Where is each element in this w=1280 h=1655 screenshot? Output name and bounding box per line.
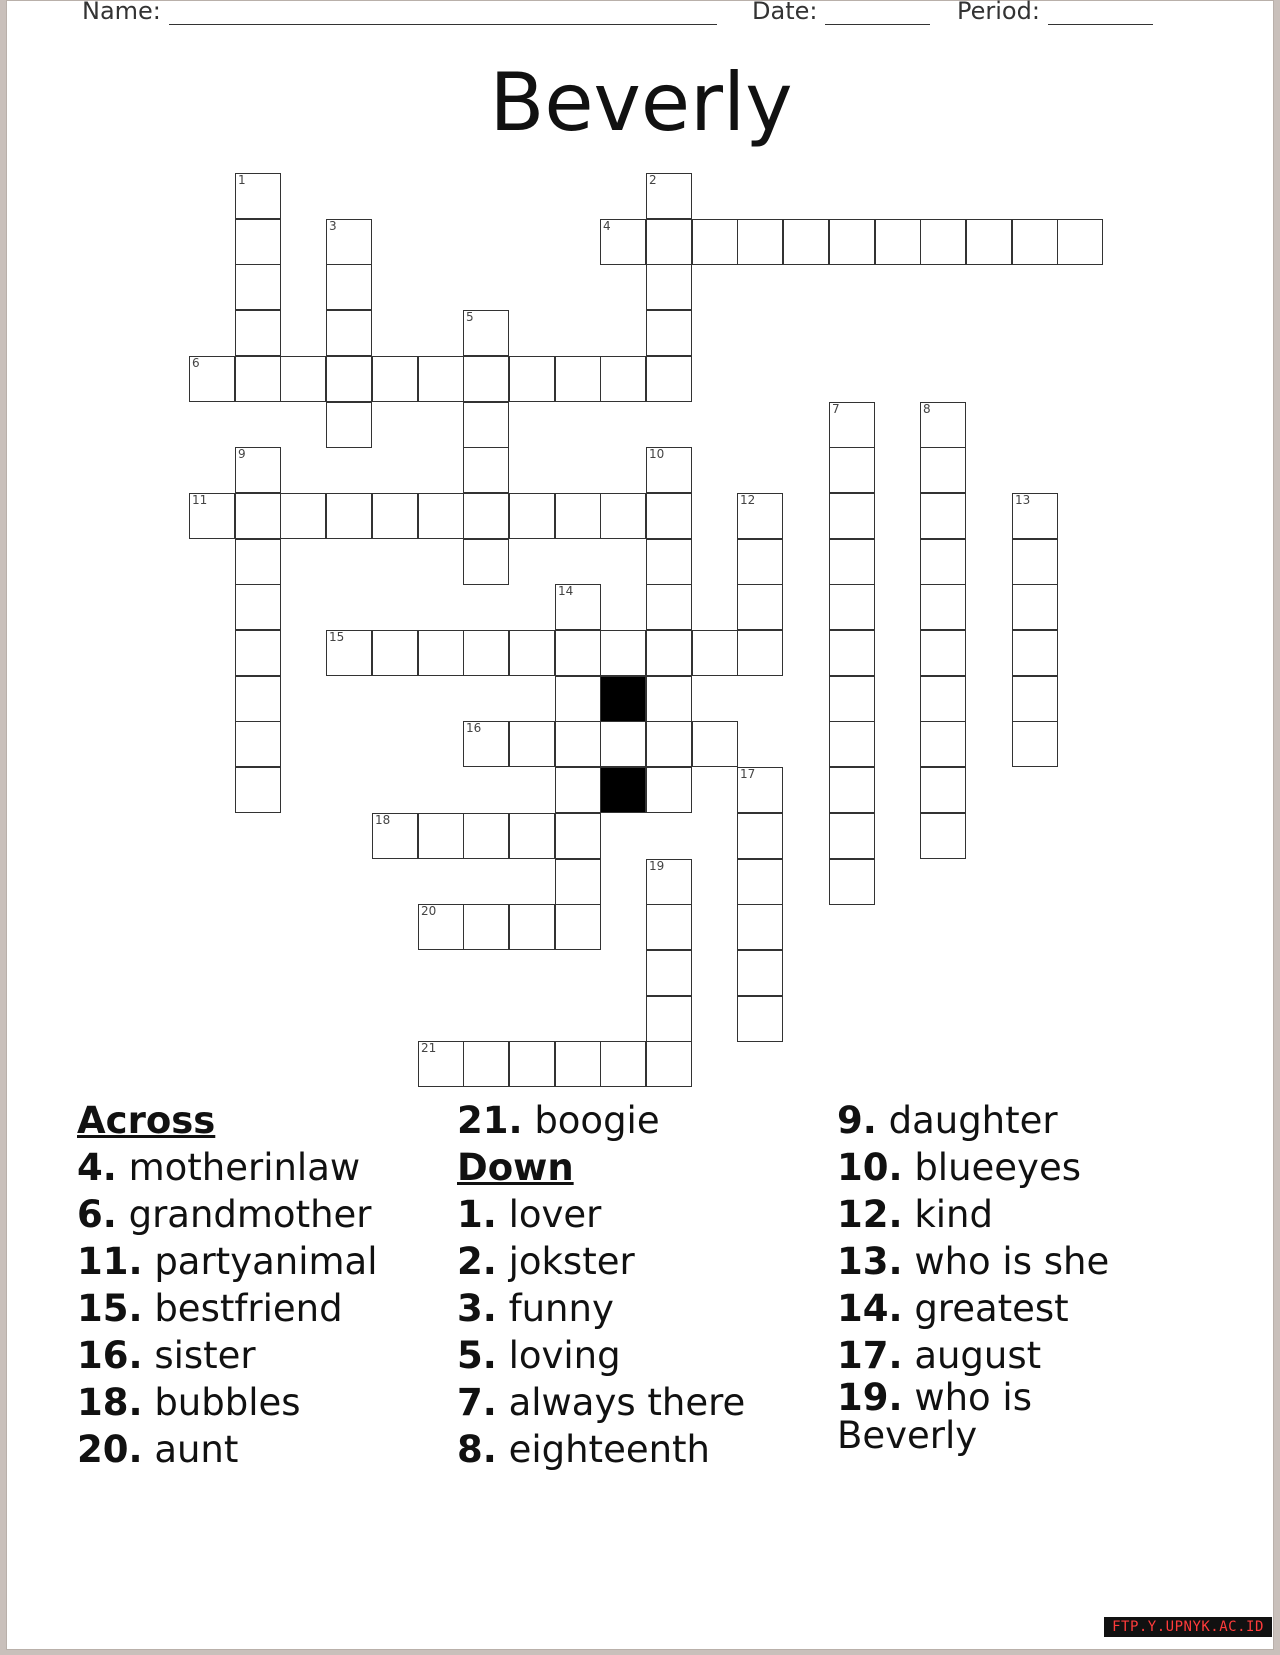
grid-cell[interactable] [555, 356, 601, 402]
grid-cell[interactable] [829, 767, 875, 813]
clue-item [77, 1191, 457, 1238]
watermark-badge: FTP.Y.UPNYK.AC.ID [1104, 1617, 1272, 1637]
clue-text: aunt [154, 1428, 239, 1471]
grid-cell[interactable] [555, 767, 601, 813]
clue-number: 19. [837, 1376, 903, 1419]
grid-cell[interactable] [372, 356, 418, 402]
grid-cell[interactable] [829, 219, 875, 265]
grid-cell[interactable] [1012, 539, 1058, 585]
grid-cell[interactable] [829, 813, 875, 859]
clue-text: bestfriend [154, 1287, 343, 1330]
grid-cell[interactable] [235, 173, 281, 219]
grid-cell[interactable] [829, 584, 875, 630]
clue-item [837, 1332, 1167, 1379]
grid-cell[interactable] [463, 539, 509, 585]
grid-cell[interactable] [920, 676, 966, 722]
grid-cell[interactable] [463, 447, 509, 493]
grid-cell[interactable] [418, 904, 464, 950]
grid-cell[interactable] [875, 219, 921, 265]
clue-number: 11. [77, 1240, 143, 1283]
grid-cell[interactable] [737, 539, 783, 585]
cell-number: 9 [238, 447, 246, 461]
grid-cell[interactable] [646, 1041, 692, 1087]
clue-number: 4. [77, 1146, 117, 1189]
clue-number: 18. [77, 1381, 143, 1424]
clue-item [77, 1285, 457, 1332]
grid-cell[interactable] [600, 1041, 646, 1087]
cell-number: 13 [1015, 493, 1031, 507]
grid-cell[interactable] [509, 813, 555, 859]
grid-cell[interactable] [646, 584, 692, 630]
date-label: Date: [752, 0, 818, 25]
cell-number: 19 [649, 859, 665, 873]
grid-cell[interactable] [326, 356, 372, 402]
grid-cell[interactable] [920, 813, 966, 859]
clue-item [77, 1426, 457, 1473]
grid-cell[interactable] [1012, 219, 1058, 265]
clue-text: boogie [534, 1099, 660, 1142]
down-heading: Down [457, 1146, 574, 1189]
grid-cell[interactable] [920, 219, 966, 265]
grid-cell[interactable] [509, 1041, 555, 1087]
clue-item [77, 1238, 457, 1285]
grid-cell[interactable] [646, 264, 692, 310]
cell-number: 5 [466, 310, 474, 324]
cell-number: 3 [329, 219, 337, 233]
grid-cell[interactable] [555, 630, 601, 676]
clue-number: 10. [837, 1146, 903, 1189]
cell-number: 17 [740, 767, 756, 781]
grid-cell[interactable] [463, 630, 509, 676]
grid-cell[interactable] [692, 630, 738, 676]
grid-cell[interactable] [326, 310, 372, 356]
grid-cell[interactable] [646, 310, 692, 356]
grid-cell[interactable] [235, 264, 281, 310]
grid-cell[interactable] [829, 447, 875, 493]
grid-cell[interactable] [280, 493, 326, 539]
grid-cell[interactable] [829, 721, 875, 767]
grid-cell[interactable] [783, 219, 829, 265]
period-label: Period: [957, 0, 1040, 25]
grid-cell[interactable] [326, 219, 372, 265]
clue-text: grandmother [128, 1193, 372, 1236]
across-heading: Across [77, 1099, 216, 1142]
across-clue-list [77, 1144, 457, 1473]
cell-number: 14 [558, 584, 574, 598]
clue-text: who is she [914, 1240, 1110, 1283]
clue-number: 13. [837, 1240, 903, 1283]
black-square [600, 676, 646, 722]
clue-text: august [914, 1334, 1042, 1377]
grid-cell[interactable] [646, 630, 692, 676]
grid-cell[interactable] [920, 539, 966, 585]
grid-cell[interactable] [737, 584, 783, 630]
clue-text: eighteenth [508, 1428, 711, 1471]
cell-number: 2 [649, 173, 657, 187]
clue-text: greatest [914, 1287, 1069, 1330]
grid-cell[interactable] [737, 630, 783, 676]
cell-number: 11 [192, 493, 208, 507]
grid-cell[interactable] [509, 630, 555, 676]
clue-item [837, 1376, 1167, 1457]
clue-item [77, 1332, 457, 1379]
clue-number: 3. [457, 1287, 497, 1330]
grid-cell[interactable] [600, 721, 646, 767]
clues-column-3 [837, 1097, 1167, 1455]
clue-text: kind [914, 1193, 993, 1236]
grid-cell[interactable] [646, 676, 692, 722]
grid-cell[interactable] [1012, 493, 1058, 539]
clue-text: sister [154, 1334, 256, 1377]
grid-cell[interactable] [829, 676, 875, 722]
grid-cell[interactable] [646, 219, 692, 265]
grid-cell[interactable] [463, 493, 509, 539]
grid-cell[interactable] [418, 493, 464, 539]
grid-cell[interactable] [646, 493, 692, 539]
clue-text: loving [508, 1334, 621, 1377]
grid-cell[interactable] [600, 630, 646, 676]
grid-cell[interactable] [600, 219, 646, 265]
cell-number: 4 [603, 219, 611, 233]
grid-cell[interactable] [189, 493, 235, 539]
grid-cell[interactable] [463, 402, 509, 448]
cell-number: 18 [375, 813, 391, 827]
grid-cell[interactable] [646, 904, 692, 950]
grid-cell[interactable] [1012, 676, 1058, 722]
grid-cell[interactable] [555, 904, 601, 950]
cell-number: 21 [421, 1041, 437, 1055]
grid-cell[interactable] [372, 493, 418, 539]
grid-cell[interactable] [646, 539, 692, 585]
clue-item [837, 1238, 1167, 1285]
down-clue-list [457, 1191, 837, 1473]
grid-cell[interactable] [555, 859, 601, 905]
clue-item [457, 1285, 837, 1332]
clue-number: 8. [457, 1428, 497, 1471]
grid-cell[interactable] [509, 904, 555, 950]
worksheet-page [6, 0, 1274, 1650]
grid-cell[interactable] [280, 356, 326, 402]
cell-number: 16 [466, 721, 482, 735]
clue-number: 7. [457, 1381, 497, 1424]
grid-cell[interactable] [920, 584, 966, 630]
clues-column-2 [457, 1097, 837, 1473]
grid-cell[interactable] [920, 721, 966, 767]
grid-cell[interactable] [418, 1041, 464, 1087]
grid-cell[interactable] [737, 493, 783, 539]
grid-cell[interactable] [235, 630, 281, 676]
grid-cell[interactable] [829, 630, 875, 676]
clue-text: blueeyes [914, 1146, 1081, 1189]
grid-cell[interactable] [235, 539, 281, 585]
grid-cell[interactable] [235, 676, 281, 722]
grid-cell[interactable] [326, 264, 372, 310]
clue-item [837, 1191, 1167, 1238]
clue-item [837, 1285, 1167, 1332]
clue-text: partyanimal [154, 1240, 378, 1283]
clue-item [77, 1144, 457, 1191]
grid-cell[interactable] [1012, 721, 1058, 767]
grid-cell[interactable] [646, 767, 692, 813]
clue-number: 14. [837, 1287, 903, 1330]
clue-item [457, 1191, 837, 1238]
grid-cell[interactable] [418, 813, 464, 859]
grid-cell[interactable] [920, 493, 966, 539]
grid-cell[interactable] [555, 584, 601, 630]
grid-cell[interactable] [372, 630, 418, 676]
grid-cell[interactable] [600, 356, 646, 402]
grid-cell[interactable] [189, 356, 235, 402]
grid-cell[interactable] [829, 402, 875, 448]
grid-cell[interactable] [829, 493, 875, 539]
grid-cell[interactable] [555, 676, 601, 722]
clues-column-1 [77, 1097, 457, 1473]
clue-number: 16. [77, 1334, 143, 1377]
grid-cell[interactable] [555, 493, 601, 539]
clue-item [457, 1332, 837, 1379]
clue-item [457, 1426, 837, 1473]
grid-cell[interactable] [737, 219, 783, 265]
grid-cell[interactable] [235, 219, 281, 265]
clue-text: daughter [888, 1099, 1058, 1142]
grid-cell[interactable] [235, 310, 281, 356]
grid-cell[interactable] [463, 904, 509, 950]
grid-cell[interactable] [1012, 584, 1058, 630]
grid-cell[interactable] [829, 859, 875, 905]
grid-cell[interactable] [555, 1041, 601, 1087]
cell-number: 12 [740, 493, 756, 507]
grid-cell[interactable] [646, 950, 692, 996]
clue-number: 1. [457, 1193, 497, 1236]
page-title: Beverly [489, 56, 793, 149]
cell-number: 7 [832, 402, 840, 416]
grid-cell[interactable] [235, 721, 281, 767]
clue-text: lover [508, 1193, 602, 1236]
cell-number: 1 [238, 173, 246, 187]
grid-cell[interactable] [326, 493, 372, 539]
grid-cell[interactable] [509, 356, 555, 402]
grid-cell[interactable] [418, 356, 464, 402]
grid-cell[interactable] [646, 859, 692, 905]
cell-number: 8 [923, 402, 931, 416]
black-square [600, 767, 646, 813]
grid-cell[interactable] [235, 356, 281, 402]
grid-cell[interactable] [235, 584, 281, 630]
clue-item [77, 1379, 457, 1426]
grid-cell[interactable] [1057, 219, 1103, 265]
clue-item [457, 1238, 837, 1285]
grid-cell[interactable] [600, 493, 646, 539]
clue-text: funny [508, 1287, 614, 1330]
clue-number: 17. [837, 1334, 903, 1377]
clue-text: bubbles [154, 1381, 301, 1424]
grid-cell[interactable] [463, 356, 509, 402]
clue-item [837, 1144, 1167, 1191]
clue-number: 15. [77, 1287, 143, 1330]
clue-number: 20. [77, 1428, 143, 1471]
grid-cell[interactable] [555, 813, 601, 859]
grid-cell[interactable] [463, 1041, 509, 1087]
clue-item [457, 1379, 837, 1426]
grid-cell[interactable] [509, 493, 555, 539]
grid-cell[interactable] [692, 219, 738, 265]
clue-text: motherinlaw [128, 1146, 361, 1189]
grid-cell[interactable] [463, 721, 509, 767]
grid-cell[interactable] [737, 996, 783, 1042]
clue-number: 9. [837, 1099, 877, 1142]
grid-cell[interactable] [692, 721, 738, 767]
grid-cell[interactable] [646, 356, 692, 402]
grid-cell[interactable] [1012, 630, 1058, 676]
clue-number: 21. [457, 1099, 523, 1142]
cell-number: 15 [329, 630, 345, 644]
grid-cell[interactable] [463, 310, 509, 356]
clue-number: 5. [457, 1334, 497, 1377]
cell-number: 10 [649, 447, 665, 461]
grid-cell[interactable] [235, 767, 281, 813]
cell-number: 6 [192, 356, 200, 370]
grid-cell[interactable] [920, 447, 966, 493]
down-clue-list-continued [837, 1097, 1167, 1455]
grid-cell[interactable] [920, 630, 966, 676]
grid-cell[interactable] [235, 447, 281, 493]
grid-cell[interactable] [737, 859, 783, 905]
grid-cell[interactable] [509, 721, 555, 767]
grid-cell[interactable] [966, 219, 1012, 265]
grid-cell[interactable] [920, 402, 966, 448]
grid-cell[interactable] [326, 402, 372, 448]
grid-cell[interactable] [646, 173, 692, 219]
grid-cell[interactable] [646, 996, 692, 1042]
clue-number: 6. [77, 1193, 117, 1236]
clue-number: 2. [457, 1240, 497, 1283]
clue-item [837, 1097, 1167, 1144]
grid-cell[interactable] [737, 767, 783, 813]
grid-cell[interactable] [372, 813, 418, 859]
grid-cell[interactable] [646, 447, 692, 493]
grid-cell[interactable] [555, 721, 601, 767]
clue-number: 12. [837, 1193, 903, 1236]
crossword-grid [7, 1, 1275, 1101]
grid-cell[interactable] [235, 493, 281, 539]
name-label: Name: [82, 0, 161, 25]
grid-cell[interactable] [737, 904, 783, 950]
grid-cell[interactable] [737, 950, 783, 996]
grid-cell[interactable] [326, 630, 372, 676]
grid-cell[interactable] [646, 721, 692, 767]
grid-cell[interactable] [418, 630, 464, 676]
clue-text: who is Beverly [837, 1376, 1032, 1457]
grid-cell[interactable] [463, 813, 509, 859]
grid-cell[interactable] [737, 813, 783, 859]
clue-text: always there [508, 1381, 746, 1424]
grid-cell[interactable] [920, 767, 966, 813]
clue-text: jokster [508, 1240, 635, 1283]
clue-item [457, 1097, 837, 1144]
cell-number: 20 [421, 904, 437, 918]
grid-cell[interactable] [829, 539, 875, 585]
